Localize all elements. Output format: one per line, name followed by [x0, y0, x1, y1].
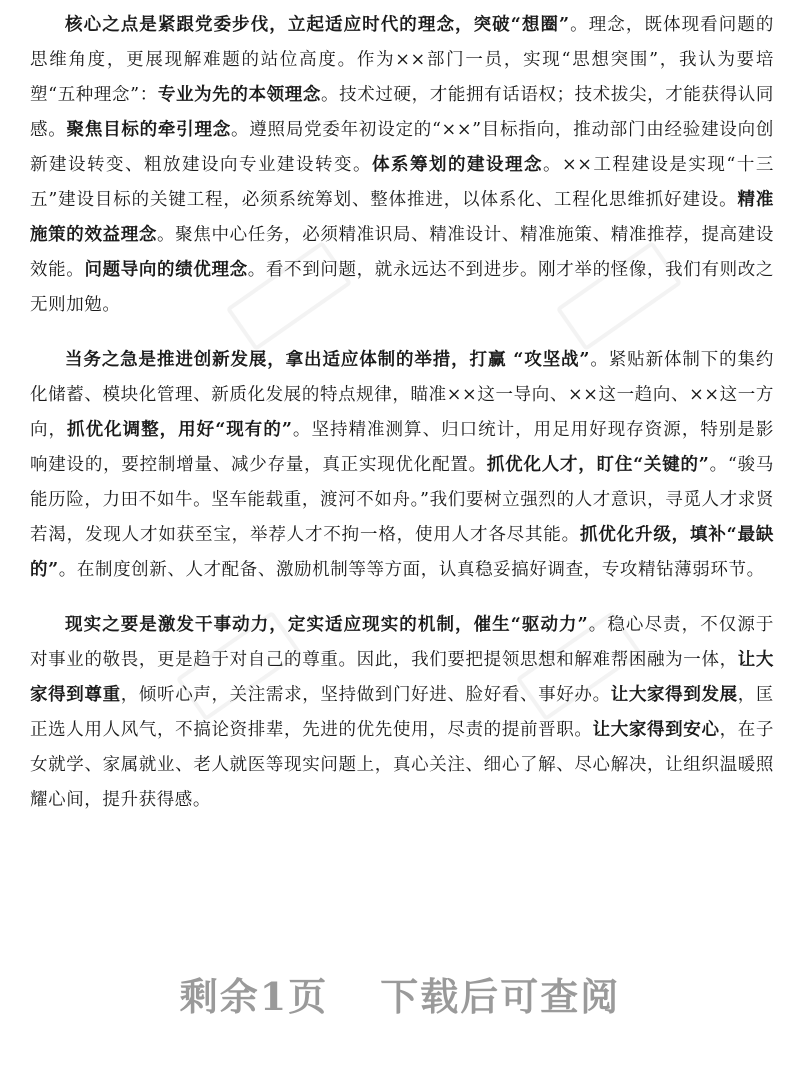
bold-phrase: 让大家得到安心 — [592, 720, 720, 740]
document-body — [30, 8, 774, 838]
remaining-pages-label: 剩余1页 — [179, 974, 329, 1019]
bold-phrase: 问题导向的绩优理念 — [84, 260, 248, 280]
paragraph-1 — [30, 8, 774, 323]
bold-phrase: 聚焦目标的牵引理念 — [66, 120, 232, 140]
bold-phrase: 让大家得到发展 — [610, 685, 738, 705]
bold-phrase: 专业为先的本领理念 — [157, 85, 321, 105]
bold-phrase: 当务之急是推进创新发展，拿出适应体制的举措，打赢 “攻坚战” — [65, 350, 591, 370]
text-run: 。坚持精准测算、归口统计，用足用好现存资源，特别是影响建设的，要控制增量、减少存量，真正实现优化配置。 — [30, 420, 775, 475]
paragraph-3 — [30, 608, 774, 818]
text-run: 。紧贴新体制下的集约化储蓄、模块化管理、新质化发展的特点规律，瞄准××这一导向、××这一趋向、××这一方向， — [30, 350, 774, 440]
bold-phrase: 体系筹划的建设理念 — [372, 155, 543, 175]
text-run: 。××工程建设是实现“十三五”建设目标的关键工程，必须系统筹划、整体推进，以体系化、工程化思维抓好建设。 — [30, 155, 774, 210]
bold-phrase: 让大家得到尊重 — [30, 650, 774, 705]
text-run: 。遵照局党委年初设定的“××”目标指向，推动部门由经验建设向创新建设转变、粗放建设向专业建设转变。 — [30, 120, 774, 175]
remaining-pages-banner[interactable] — [0, 966, 800, 1021]
text-run: ，倾听心声，关注需求，坚持做到门好进、脸好看、事好办。 — [120, 685, 611, 705]
bold-phrase: 精准施策的效益理念 — [30, 190, 775, 245]
text-run: 。理念，既体现看问题的思维角度，更展现解难题的站位高度。作为××部门一员，实现“思想突围”，我认为要培塑“五种理念”： — [30, 15, 774, 105]
text-run: ，匡正选人用人风气，不搞论资排辈，先进的优先使用，尽责的提前晋职。 — [30, 685, 775, 740]
text-run: 。聚焦中心任务，必须精准识局、精准设计、精准施策、精准推荐，提高建设效能。 — [30, 225, 774, 280]
paragraph-2 — [30, 343, 774, 588]
text-run: 。在制度创新、人才配备、激励机制等等方面，认真稳妥搞好调查，专攻精钻薄弱环节。 — [58, 560, 765, 580]
text-run: ，在子女就学、家属就业、老人就医等现实问题上，真心关注、细心了解、尽心解决，让组织温暖照耀心间，提升获得感。 — [30, 720, 774, 810]
bold-phrase: 抓优化人才，盯住“关键的” — [486, 455, 710, 475]
bold-phrase: 抓优化升级，填补“最缺的” — [30, 525, 774, 580]
bold-phrase: 抓优化调整，用好“现有的” — [67, 420, 293, 440]
text-run: 。看不到问题，就永远达不到进步。刚才举的怪像，我们有则改之无则加勉。 — [30, 260, 774, 315]
bold-phrase: 现实之要是激发干事动力，定实适应现实的机制，催生“驱动力” — [65, 615, 589, 635]
text-run: 。“骏马能历险，力田不如牛。坚车能载重，渡河不如舟。”我们要树立强烈的人才意识，寻觅人才求贤若渴，发现人才如获至宝，举荐人才不拘一格，使用人才各尽其能。 — [30, 455, 774, 545]
download-to-view-label: 下载后可查阅 — [380, 974, 621, 1019]
text-run: 。稳心尽责，不仅源于对事业的敬畏，更是趋于对自己的尊重。因此，我们要把提领思想和解难帮困融为一体， — [30, 615, 775, 670]
text-run: 。技术过硬，才能拥有话语权；技术拔尖，才能获得认同感。 — [30, 85, 775, 140]
bold-phrase: 核心之点是紧跟党委步伐，立起适应时代的理念，突破“想圈” — [65, 15, 570, 35]
